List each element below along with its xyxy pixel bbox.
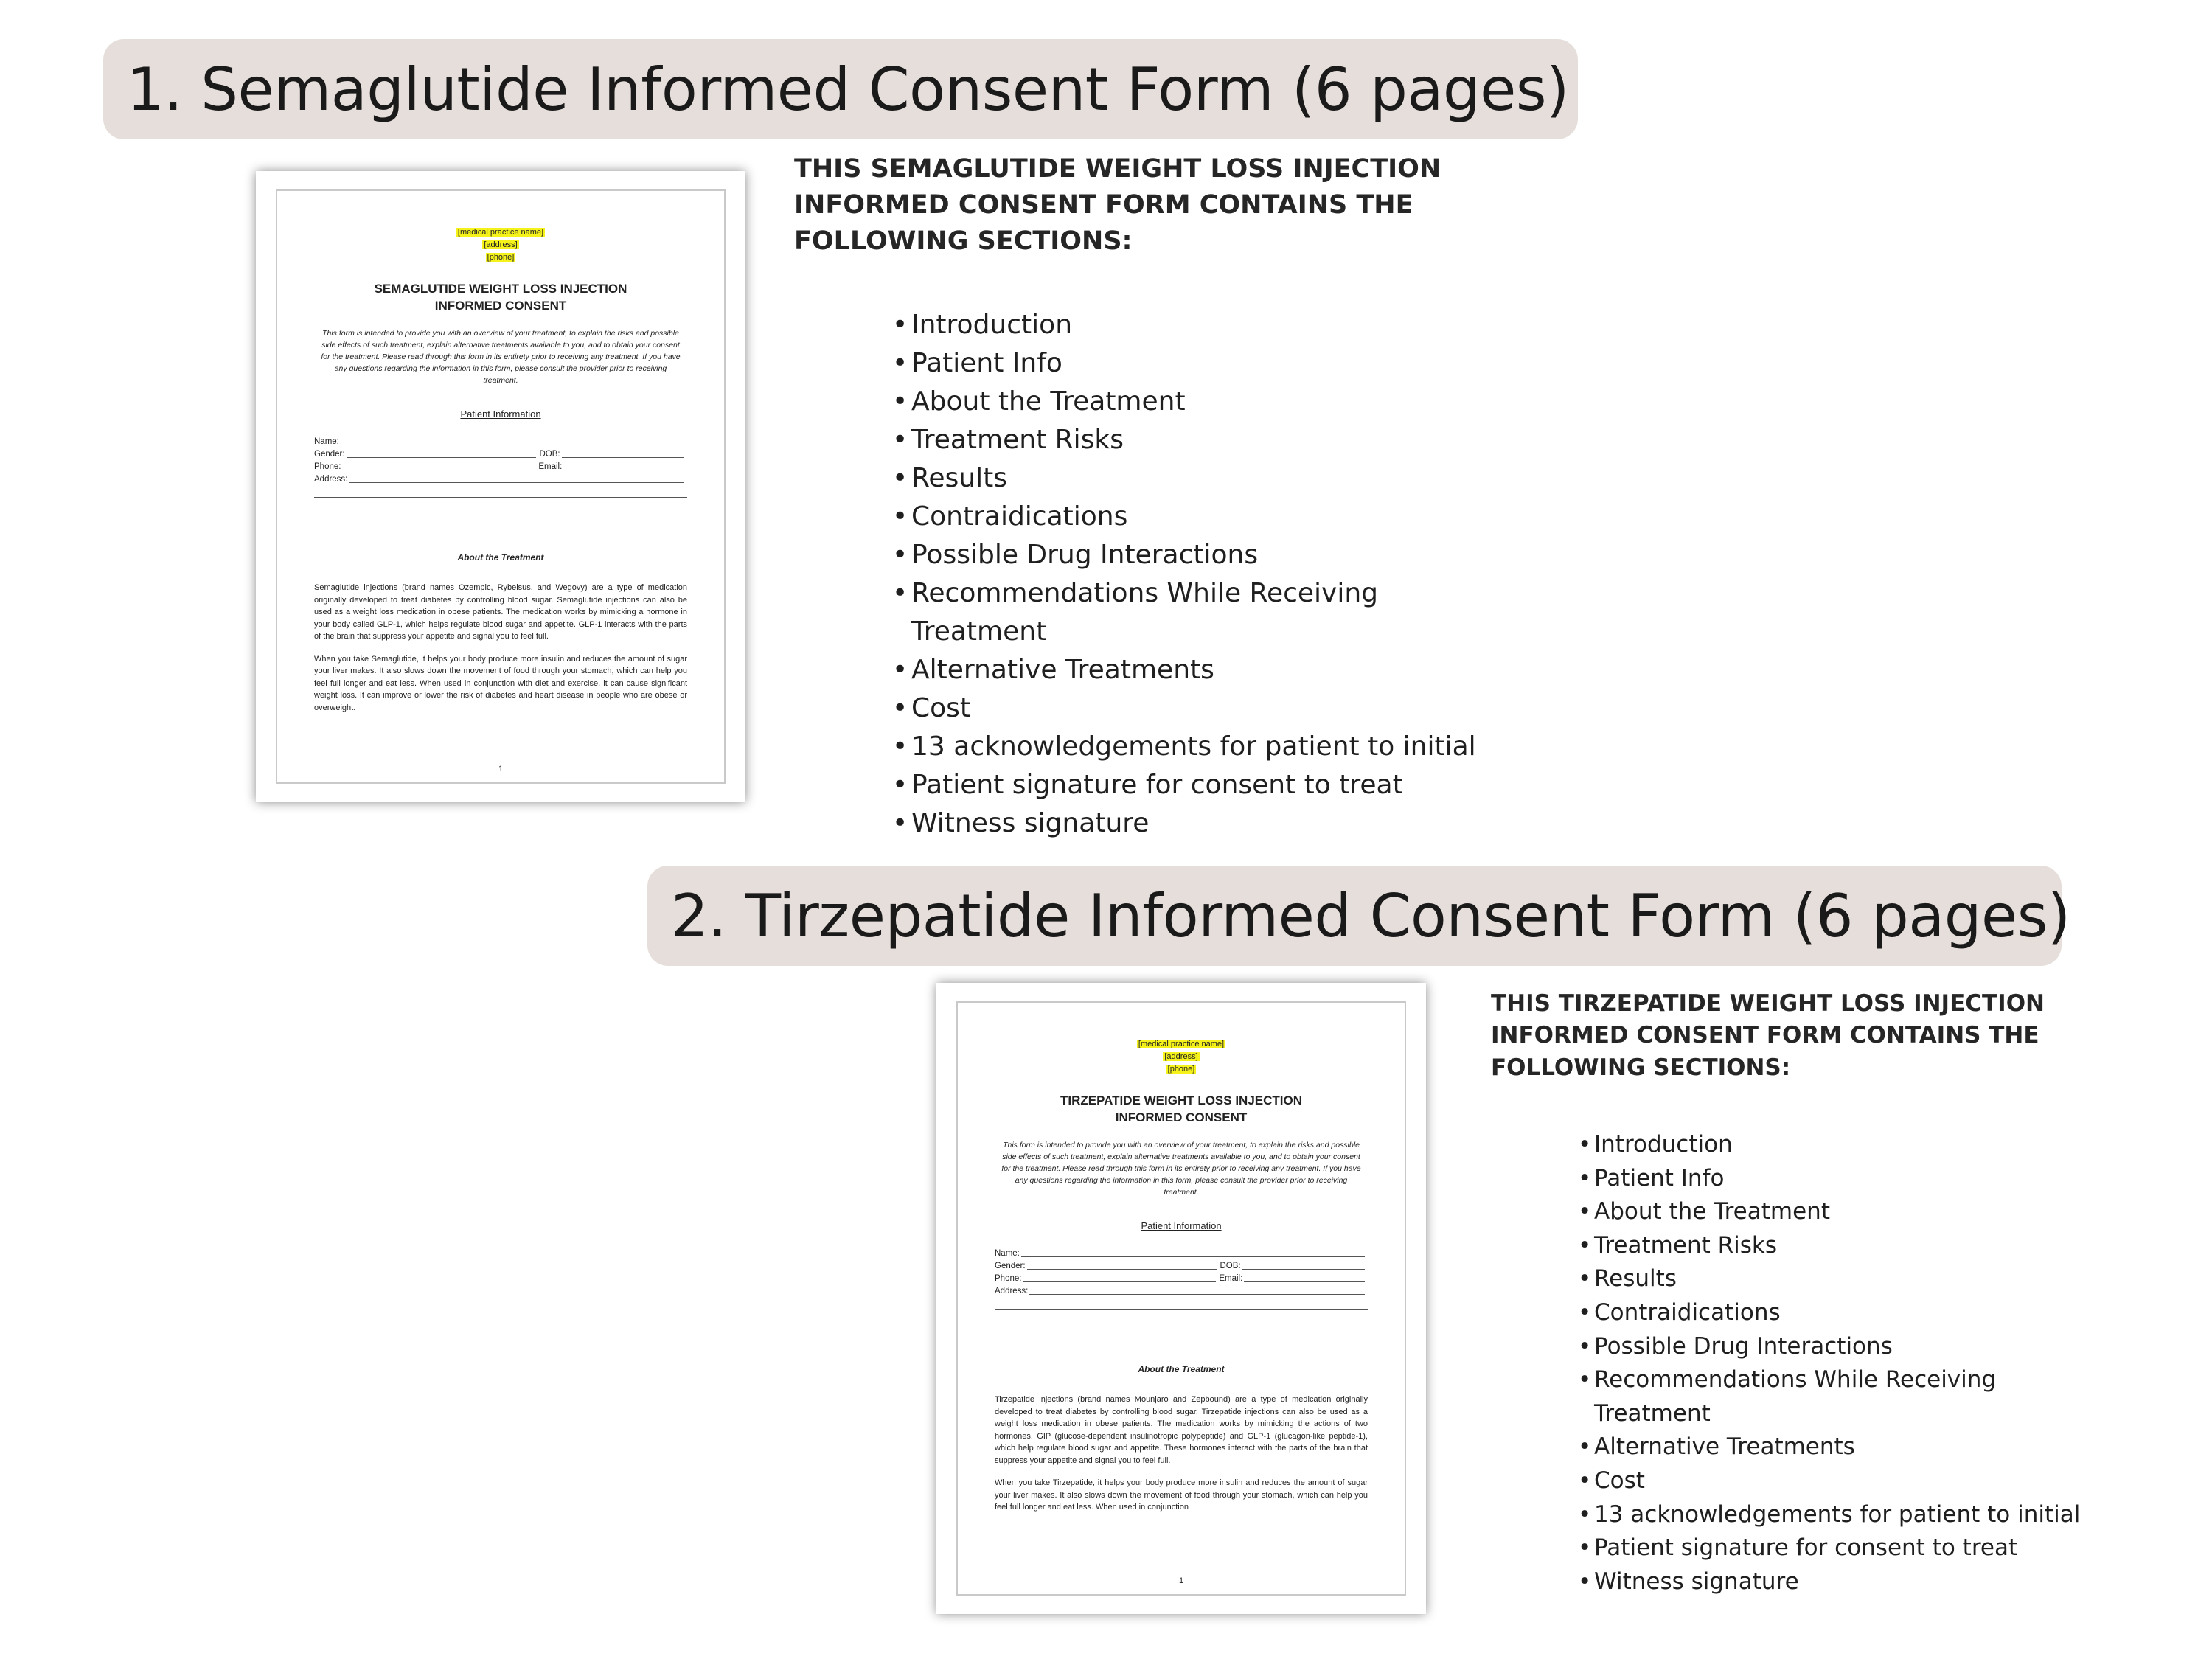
practice-phone: [phone] (487, 253, 515, 262)
document-page (276, 189, 726, 784)
page-number: 1 (1178, 1576, 1184, 1585)
address-extra-line (995, 1310, 1368, 1321)
list-item: • Alternative Treatments (1578, 1430, 2080, 1464)
address-line (1029, 1294, 1365, 1295)
address-label: Address: (995, 1287, 1029, 1295)
about-paragraph-1: Semaglutide injections (brand names Ozempic, Rybelsus, and Wegovy) are a type of medication originally developed to treat diabetes by controlling blood sugar. Semaglutide injections can also be used as a weight loss medication in obese patients. The medication works by mimicking a hormone in your body called GLP-1, which helps regulate blood sugar and appetite. GLP-1 interacts with the parts of the brain that suppress your appetite and signal you to feel full. (314, 583, 687, 641)
phone-email-row (995, 1273, 1368, 1285)
address-extra-line (995, 1298, 1368, 1310)
document-title: SEMAGLUTIDE WEIGHT LOSS INJECTION INFORMED CONSENT (374, 282, 627, 313)
dob-label: DOB: (1220, 1262, 1241, 1270)
practice-address: [address] (484, 240, 518, 249)
practice-header (995, 1038, 1368, 1076)
list-item: • 13 acknowledgements for patient to initial (892, 728, 1476, 766)
tirzepatide-banner (647, 866, 2070, 966)
list-item: • Patient Info (1578, 1162, 2080, 1196)
dob-label: DOB: (539, 450, 560, 459)
practice-name: [medical practice name] (1138, 1040, 1225, 1048)
list-item: • Patient signature for consent to treat (1578, 1531, 2080, 1565)
tirzepatide-sections-list (1578, 1128, 2080, 1599)
list-item: • Possible Drug Interactions (892, 536, 1476, 574)
semaglutide-sections-heading (794, 151, 1568, 260)
document-title: TIRZEPATIDE WEIGHT LOSS INJECTION INFORMED CONSENT (1060, 1093, 1303, 1124)
list-item: • Witness signature (892, 804, 1476, 843)
gender-dob-row (995, 1260, 1368, 1273)
semaglutide-document-preview (256, 171, 745, 802)
about-paragraph-2: When you take Tirzepatide, it helps your body produce more insulin and reduces the amount of sugar your liver makes. It also slows down the movement of food through your stomach, which can help you feel full longer and eat less. When used in conjunction (995, 1478, 1368, 1512)
practice-address: [address] (1164, 1052, 1198, 1061)
about-treatment-heading: About the Treatment (457, 552, 544, 563)
address-line (349, 482, 684, 483)
name-label: Name: (995, 1249, 1020, 1258)
list-item: • Treatment Risks (892, 421, 1476, 459)
practice-header (314, 226, 687, 264)
dob-line (562, 457, 684, 458)
semaglutide-sections-list (892, 306, 1476, 843)
list-item: • Results (892, 459, 1476, 498)
about-paragraph-1: Tirzepatide injections (brand names Mounjaro and Zepbound) are a type of medication originally developed to treat diabetes by controlling blood sugar. Tirzepatide injections can also be used as a weight loss medication in obese patients. The medication works by mimicking the actions of two hormones, GIP (glucose-dependent insulinotropic polypeptide) and GLP-1 (glucagon-like peptide-1), which help regulate blood sugar and appetite. These hormones interact with the parts of the brain that suppress your appetite and signal you to feel full. (995, 1395, 1368, 1465)
list-item: • About the Treatment (892, 383, 1476, 421)
list-item: • Results (1578, 1262, 2080, 1296)
name-label: Name: (314, 437, 339, 446)
name-line (1021, 1256, 1365, 1257)
list-item: • Recommendations While Receiving Treatment (892, 574, 1383, 651)
practice-phone: [phone] (1167, 1065, 1195, 1074)
semaglutide-sections-heading-text: THIS SEMAGLUTIDE WEIGHT LOSS INJECTION INFORMED CONSENT FORM CONTAINS THE FOLLOWING SECTIONS: (794, 154, 1441, 256)
phone-email-row (314, 461, 687, 473)
address-row (314, 473, 687, 486)
patient-fields (314, 436, 687, 509)
document-intro: This form is intended to provide you with an overview of your treatment, to explain the risks and possible side effects of such treatment, explain alternative treatments available to you, and to obtain your consent for the treatment. Please read through this form in its entirety prior to receiving any treatment. If you have any questions regarding the information in this form, please consult the provider prior to receiving treatment. (321, 329, 681, 385)
list-item: • About the Treatment (1578, 1195, 2080, 1229)
phone-label: Phone: (314, 462, 341, 471)
email-line (1244, 1281, 1365, 1282)
address-extra-line (314, 498, 687, 509)
patient-information-heading: Patient Information (1141, 1220, 1222, 1231)
list-item: • Recommendations While Receiving Treatment (1578, 1363, 2007, 1430)
patient-fields (995, 1248, 1368, 1321)
address-extra-line (314, 486, 687, 498)
list-item: • Patient Info (892, 344, 1476, 383)
about-paragraph-2: When you take Semaglutide, it helps your body produce more insulin and reduces the amount of sugar your liver makes. It also slows down the movement of food through your stomach, which can help you feel full longer and eat less. When used in conjunction with diet and exercise, it can cause significant weight loss. It can improve or lower the risk of diabetes and heart disease in people who are obese or overweight. (314, 654, 687, 712)
list-item: • Treatment Risks (1578, 1229, 2080, 1263)
document-intro: This form is intended to provide you with an overview of your treatment, to explain the risks and possible side effects of such treatment, explain alternative treatments available to you, and to obtain your consent for the treatment. Please read through this form in its entirety prior to receiving any treatment. If you have any questions regarding the information in this form, please consult the provider prior to receiving treatment. (1001, 1141, 1361, 1197)
gender-line (1027, 1269, 1217, 1270)
tirzepatide-sections-heading-text: THIS TIRZEPATIDE WEIGHT LOSS INJECTION INFORMED CONSENT FORM CONTAINS THE FOLLOWING SECTIONS: (1491, 990, 2045, 1081)
gender-label: Gender: (995, 1262, 1026, 1270)
list-item: • Introduction (1578, 1128, 2080, 1162)
list-item: • Alternative Treatments (892, 651, 1476, 689)
gender-line (347, 457, 537, 458)
list-item: • Contraidications (892, 498, 1476, 536)
address-row (995, 1285, 1368, 1298)
tirzepatide-banner-title: 2. Tirzepatide Informed Consent Form (6 pages) (671, 881, 2070, 950)
semaglutide-banner (103, 39, 1578, 139)
list-item: • Cost (1578, 1464, 2080, 1498)
list-item: • Cost (892, 689, 1476, 728)
phone-label: Phone: (995, 1274, 1022, 1283)
list-item: • Patient signature for consent to treat (892, 766, 1476, 804)
list-item: • Possible Drug Interactions (1578, 1330, 2080, 1364)
tirzepatide-document-preview (936, 983, 1426, 1614)
name-field-row (314, 436, 687, 448)
email-label: Email: (538, 462, 563, 471)
address-label: Address: (314, 475, 348, 484)
about-treatment-heading: About the Treatment (1138, 1364, 1225, 1374)
document-page (956, 1001, 1406, 1596)
list-item: • 13 acknowledgements for patient to initial (1578, 1498, 2080, 1532)
patient-information-heading: Patient Information (460, 408, 541, 420)
tirzepatide-sections-heading (1491, 988, 2169, 1084)
dob-line (1242, 1269, 1365, 1270)
semaglutide-banner-title: 1. Semaglutide Informed Consent Form (6 pages) (127, 55, 1569, 124)
page-number: 1 (498, 765, 504, 773)
gender-label: Gender: (314, 450, 345, 459)
gender-dob-row (314, 448, 687, 461)
email-label: Email: (1219, 1274, 1243, 1283)
list-item: • Contraidications (1578, 1296, 2080, 1330)
list-item: • Witness signature (1578, 1565, 2080, 1599)
phone-line (1023, 1281, 1216, 1282)
practice-name: [medical practice name] (457, 228, 544, 237)
list-item: • Introduction (892, 306, 1476, 344)
name-field-row (995, 1248, 1368, 1260)
